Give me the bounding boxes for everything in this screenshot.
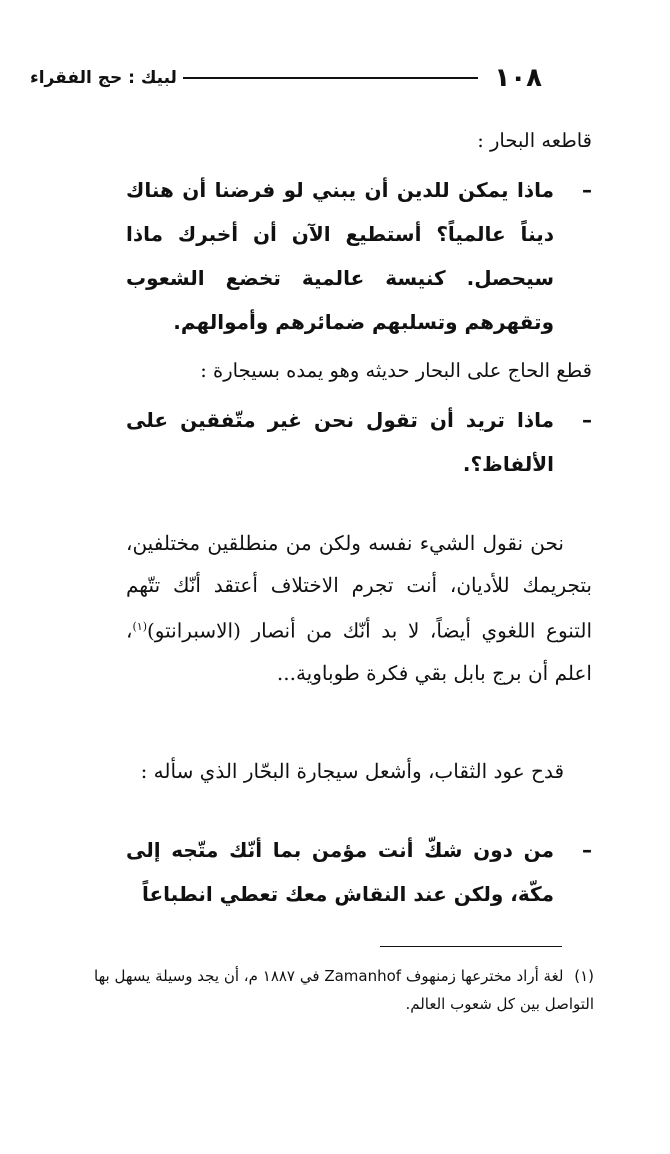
footnote xyxy=(94,962,594,1018)
dialogue-dash: – xyxy=(582,178,592,202)
page-body xyxy=(126,122,592,916)
footnote-marker: (١) xyxy=(574,967,595,985)
footnote-text: لغة أراد مخترعها زمنهوف Zamanhof في ١٨٨٧ م، أن يجد وسيلة يسهل بها التواصل بين كل شعوب العالم. xyxy=(94,967,594,1013)
page-number: ١٠٨ xyxy=(494,63,542,93)
narration-paragraph-2: قطع الحاج على البحار حديثه وهو يمده بسيجارة : xyxy=(200,359,592,382)
narration-paragraph-3 xyxy=(126,522,592,694)
dialogue-text-3: من دون شكّ أنت مؤمن بما أنّك متّجه إلى مكّة، ولكن عند النقاش معك تعطي انطباعاً xyxy=(126,837,554,906)
dialogue-text-1: ماذا يمكن للدين أن يبني لو فرضنا أن هناك ديناً عالمياً؟ أستطيع الآن أن أخبرك ماذا سيحصل. كنيسة عالمية تخضع الشعوب وتقهرهم وتسلبهم ضمائرهم وأموالهم. xyxy=(126,178,554,334)
footnote-separator xyxy=(380,946,562,947)
dialogue-dash: – xyxy=(582,408,592,432)
narration-paragraph-4: قدح عود الثقاب، وأشعل سيجارة البحّار الذي سأله : xyxy=(140,758,564,783)
paragraph-3-text-part-1: نحن نقول الشيء نفسه ولكن من منطلقين مختلفين، بتجريمك للأديان، أنت تجرم الاختلاف أعتقد أنّك تتّهم التنوع اللغوي أيضاً، لا بد أنّك من أنصار (الاسبرانتو) xyxy=(126,531,592,643)
footnote-reference: (١) xyxy=(132,620,147,633)
running-title: لبيك : حج الفقراء xyxy=(30,68,177,88)
dialogue-line-1 xyxy=(126,168,592,344)
page-header xyxy=(30,60,542,96)
dialogue-line-2 xyxy=(126,398,592,486)
narration-paragraph-1: قاطعه البحار : xyxy=(477,129,592,152)
header-rule xyxy=(183,77,478,79)
paragraph-3-text-part-2: ، اعلم أن برج بابل بقي فكرة طوباوية... xyxy=(126,618,592,685)
dialogue-text-2: ماذا تريد أن تقول نحن غير متّفقين على الألفاظ؟. xyxy=(126,408,554,476)
dialogue-dash: – xyxy=(582,837,592,862)
dialogue-line-3 xyxy=(126,828,592,916)
